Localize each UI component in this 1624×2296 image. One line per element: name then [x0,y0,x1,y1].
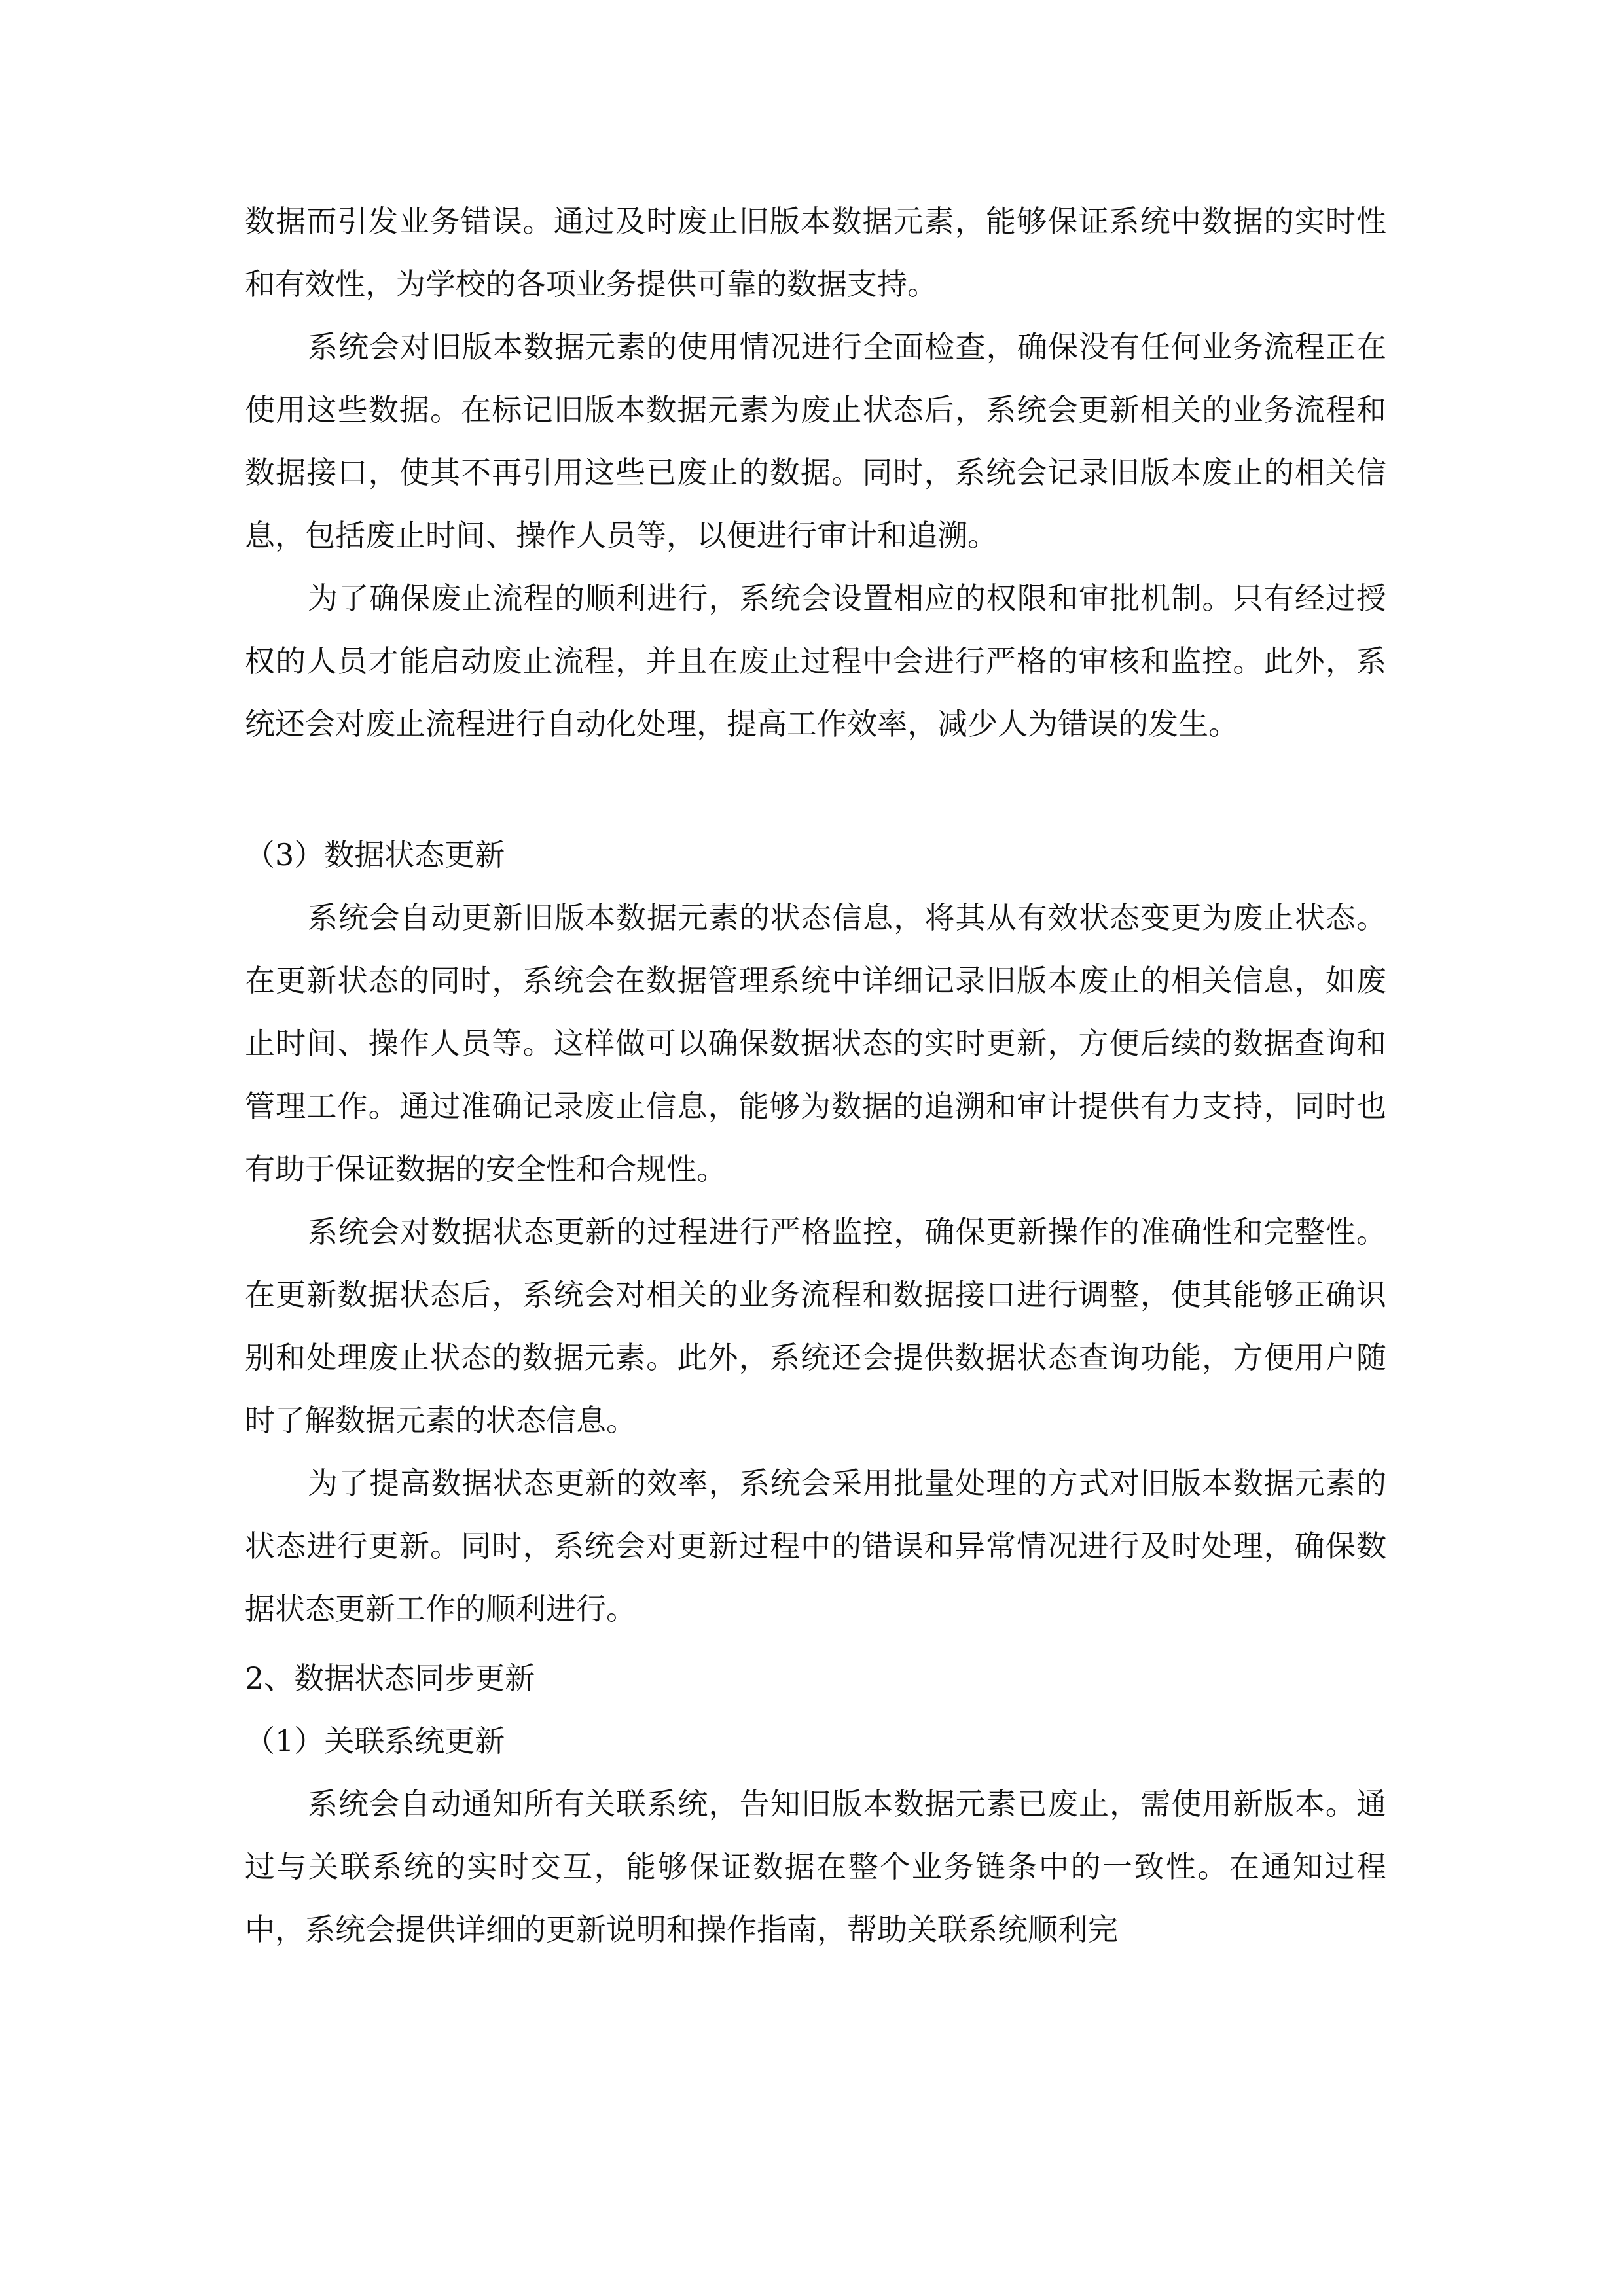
section-heading-3-data-status-update: （3）数据状态更新 [245,837,505,872]
paragraph-auto-status-update: 系统会自动更新旧版本数据元素的状态信息，将其从有效状态变更为废止状态。在更新状态的同时，系统会在数据管理系统中详细记录旧版本废止的相关信息，如废止时间、操作人员等。这样做可以确保数据状态的实时更新，方便后续的数据查询和管理工作。通过准确记录废止信息，能够为数据的追溯和审计提供有力支持，同时也有助于保证数据的安全性和合规性。 [245,900,1386,1187]
paragraph-related-system-notify: 系统会自动通知所有关联系统，告知旧版本数据元素已废止，需使用新版本。通过与关联系统的实时交互，能够保证数据在整个业务链条中的一致性。在通知过程中，系统会提供详细的更新说明和操作指南，帮助关联系统顺利完 [245,1786,1386,1947]
paragraph-usage-check: 系统会对旧版本数据元素的使用情况进行全面检查，确保没有任何业务流程正在使用这些数据。在标记旧版本数据元素为废止状态后，系统会更新相关的业务流程和数据接口，使其不再引用这些已废止的数据。同时，系统会记录旧版本废止的相关信息，包括废止时间、操作人员等，以便进行审计和追溯。 [245,329,1386,553]
paragraph-permission-approval: 为了确保废止流程的顺利进行，系统会设置相应的权限和审批机制。只有经过授权的人员才能启动废止流程，并且在废止过程中会进行严格的审核和监控。此外，系统还会对废止流程进行自动化处理，提高工作效率，减少人为错误的发生。 [245,581,1386,742]
section-heading-1-related-system-update: （1）关联系统更新 [245,1723,505,1759]
section-heading-2-data-status-sync: 2、数据状态同步更新 [245,1660,535,1696]
paragraph-batch-processing: 为了提高数据状态更新的效率，系统会采用批量处理的方式对旧版本数据元素的状态进行更新。同时，系统会对更新过程中的错误和异常情况进行及时处理，确保数据状态更新工作的顺利进行。 [245,1465,1386,1626]
paragraph-status-monitoring: 系统会对数据状态更新的过程进行严格监控，确保更新操作的准确性和完整性。在更新数据状态后，系统会对相关的业务流程和数据接口进行调整，使其能够正确识别和处理废止状态的数据元素。此外，系统还会提供数据状态查询功能，方便用户随时了解数据元素的状态信息。 [245,1214,1386,1438]
paragraph-continued-text: 数据而引发业务错误。通过及时废止旧版本数据元素，能够保证系统中数据的实时性和有效性，为学校的各项业务提供可靠的数据支持。 [245,204,1386,302]
